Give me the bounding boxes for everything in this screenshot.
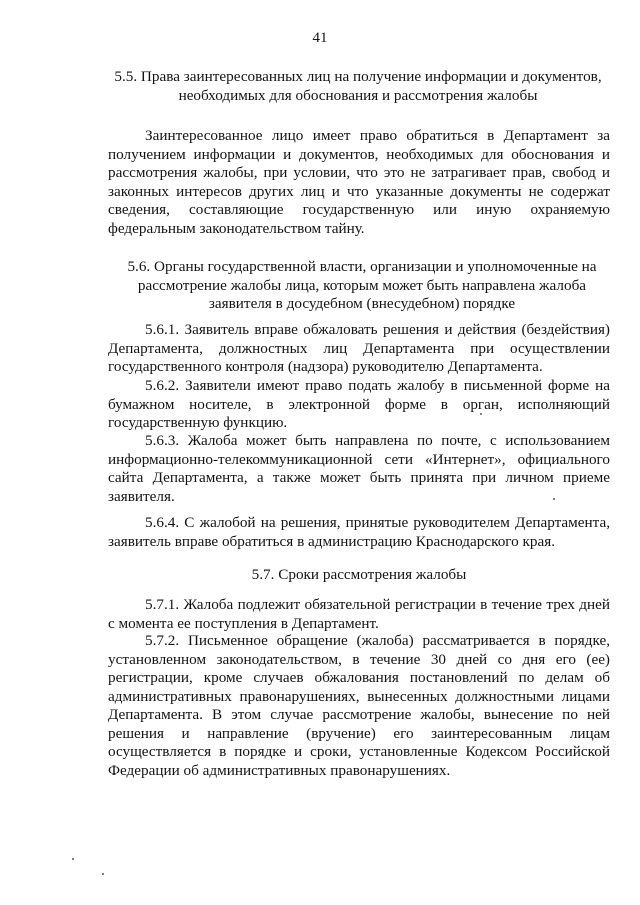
scan-speck: [72, 858, 74, 860]
section-5-5-heading: 5.5. Права заинтересованных лиц на получение информации и документов, необходимых для обоснования и рассмотрения жалобы: [114, 68, 602, 104]
page-number: 41: [312, 30, 328, 46]
section-5-6-heading: 5.6. Органы государственной власти, организации и уполномоченные на рассмотрение жалобы лица, которым может быть направлена жалоба заявителя в досудебном (внесудебном) порядке: [127, 258, 597, 312]
section-5-7-2-paragraph: 5.7.2. Письменное обращение (жалоба) рассматривается в порядке, установленном законодательством, в течение 30 дней со дня его (ее) регистрации, кроме случаев обжалования постановлений по делам об административных правонарушениях, вынесенных должностными лицами Департамента. В этом случае рассмотрение жалобы, вынесение по ней решения и направление (вручение) его заинтересованным лицам осуществляется в порядке и сроки, установленные Кодексом Российской Федерации об административных правонарушениях.: [108, 632, 610, 779]
section-5-5-paragraph: Заинтересованное лицо имеет право обратиться в Департамент за получением информации и документов, необходимых для обоснования и рассмотрения жалобы, при условии, что это не затрагивает прав, свобод и законных интересов других лиц и что указанные документы не содержат сведения, составляющие государственную или иную охраняемую федеральным законодательством тайну.: [108, 127, 610, 237]
section-5-6-4-paragraph: 5.6.4. С жалобой на решения, принятые руководителем Департамента, заявитель вправе обратиться в администрацию Краснодарского края.: [108, 514, 610, 550]
scan-speck: [102, 873, 104, 875]
scan-speck: [553, 498, 555, 500]
section-5-6-1-paragraph: 5.6.1. Заявитель вправе обжаловать решения и действия (бездействия) Департамента, должностных лиц Департамента при осуществлении государственного контроля (надзора) руководителю Департамента.: [108, 321, 610, 375]
section-5-6-2-paragraph: 5.6.2. Заявители имеют право подать жалобу в письменной форме на бумажном носителе, в электронной форме в орган, исполняющий государственную функцию.: [108, 377, 610, 431]
section-5-6-3-paragraph: 5.6.3. Жалоба может быть направлена по почте, с использованием информационно-телекоммуникационной сети «Интернет», официального сайта Департамента, а также может быть принята при личном приеме заявителя.: [108, 432, 610, 505]
section-5-7-1-paragraph: 5.7.1. Жалоба подлежит обязательной регистрации в течение трех дней с момента ее поступления в Департамент.: [108, 596, 610, 632]
scan-speck: [480, 413, 482, 415]
section-5-7-heading: 5.7. Сроки рассмотрения жалобы: [251, 566, 467, 583]
